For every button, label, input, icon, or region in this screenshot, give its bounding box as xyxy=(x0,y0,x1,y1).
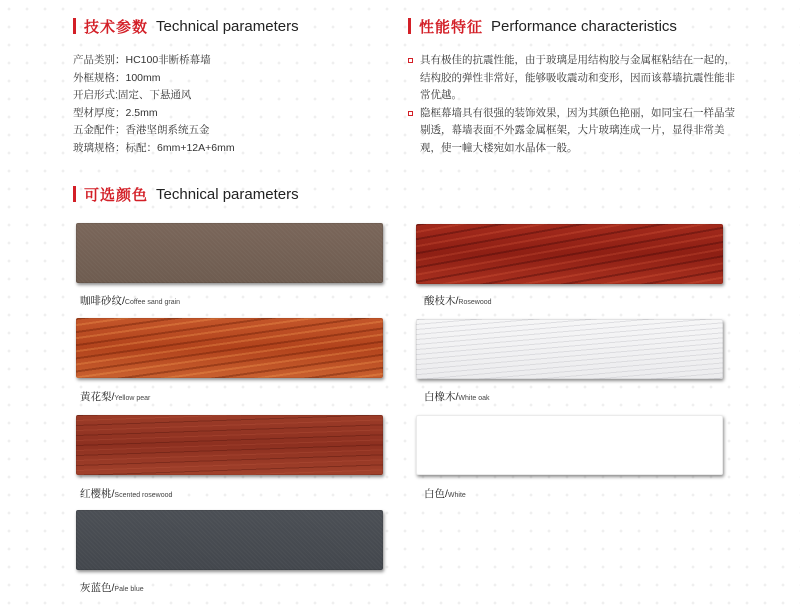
tech-params-title-cn: 技术参数 xyxy=(84,18,149,36)
color-label-cn: 黄花梨 xyxy=(80,391,112,403)
colors-title-en: Technical parameters xyxy=(156,185,299,203)
performance-item-text: 隐框幕墙具有很强的装饰效果，因为其颜色艳丽，如同宝石一样晶莹剔透，幕墙表面不外露金属框架，大片玻璃连成一片，显得非常美观，使一幢大楼宛如水晶体一般。 xyxy=(420,106,735,154)
color-label-en: Pale blue xyxy=(114,586,144,593)
color-label: 咖啡砂纹/Coffee sand grain xyxy=(80,295,181,307)
performance-title-cn: 性能特征 xyxy=(419,18,484,36)
color-swatch-rosewood xyxy=(416,224,723,284)
color-swatch-white xyxy=(416,415,723,475)
color-label-en: Scented rosewood xyxy=(114,492,173,499)
color-label-cn: 咖啡砂纹 xyxy=(80,295,122,307)
spec-item: 开启形式:固定、下悬通风 xyxy=(73,89,192,101)
performance-title-en: Performance characteristics xyxy=(491,17,677,35)
color-label: 白色/White xyxy=(424,488,466,500)
color-swatch-pale-blue xyxy=(76,510,383,570)
title-accent-bar xyxy=(73,186,76,202)
title-accent-bar xyxy=(408,18,411,34)
spec-item: 产品类别：HC100非断桥幕墙 xyxy=(73,54,211,66)
tech-params-title xyxy=(73,16,299,36)
color-swatch-white-oak xyxy=(416,319,723,379)
performance-item xyxy=(408,52,738,105)
color-label-cn: 红樱桃 xyxy=(80,488,112,500)
square-bullet-icon xyxy=(408,111,413,116)
performance-item xyxy=(408,105,738,158)
color-label-cn: 灰蓝色 xyxy=(80,582,112,594)
color-label-cn: 白色 xyxy=(424,488,445,500)
color-label-en: White xyxy=(447,492,466,499)
color-swatch-scented-rosewood xyxy=(76,415,383,475)
spec-item: 玻璃规格：标配：6mm+12A+6mm xyxy=(73,141,235,154)
color-label: 红樱桃/Scented rosewood xyxy=(80,488,173,500)
performance-title xyxy=(408,16,677,36)
color-label-en: Coffee sand grain xyxy=(124,299,181,306)
tech-params-list xyxy=(73,52,235,157)
color-label: 灰蓝色/Pale blue xyxy=(80,582,144,594)
color-label: 白橡木/White oak xyxy=(424,391,490,403)
tech-params-title-en: Technical parameters xyxy=(156,17,299,35)
spec-item: 型材厚度：2.5mm xyxy=(73,106,158,119)
color-label: 黄花梨/Yellow pear xyxy=(80,391,151,403)
color-label-cn: 白橡木 xyxy=(424,391,456,403)
spec-item: 外框规格：100mm xyxy=(73,71,161,84)
colors-title xyxy=(73,184,299,204)
title-accent-bar xyxy=(73,18,76,34)
colors-title-cn: 可选颜色 xyxy=(84,186,149,204)
color-label-en: Rosewood xyxy=(458,299,492,306)
spec-item: 五金配件：香港坚朗系统五金 xyxy=(73,124,210,136)
performance-item-text: 具有极佳的抗震性能，由于玻璃是用结构胶与金属框粘结在一起的，结构胶的弹性非常好，能够吸收震动和变形，因而该幕墙抗震性能非常优越。 xyxy=(420,54,735,101)
color-label-cn: 酸枝木 xyxy=(424,295,456,307)
color-label: 酸枝木/Rosewood xyxy=(424,295,492,307)
color-label-en: White oak xyxy=(458,395,490,402)
performance-list xyxy=(408,52,738,157)
square-bullet-icon xyxy=(408,58,413,63)
color-swatch-yellow-pear xyxy=(76,318,383,378)
color-swatch-coffee-sand-grain xyxy=(76,223,383,283)
color-label-en: Yellow pear xyxy=(114,395,151,402)
